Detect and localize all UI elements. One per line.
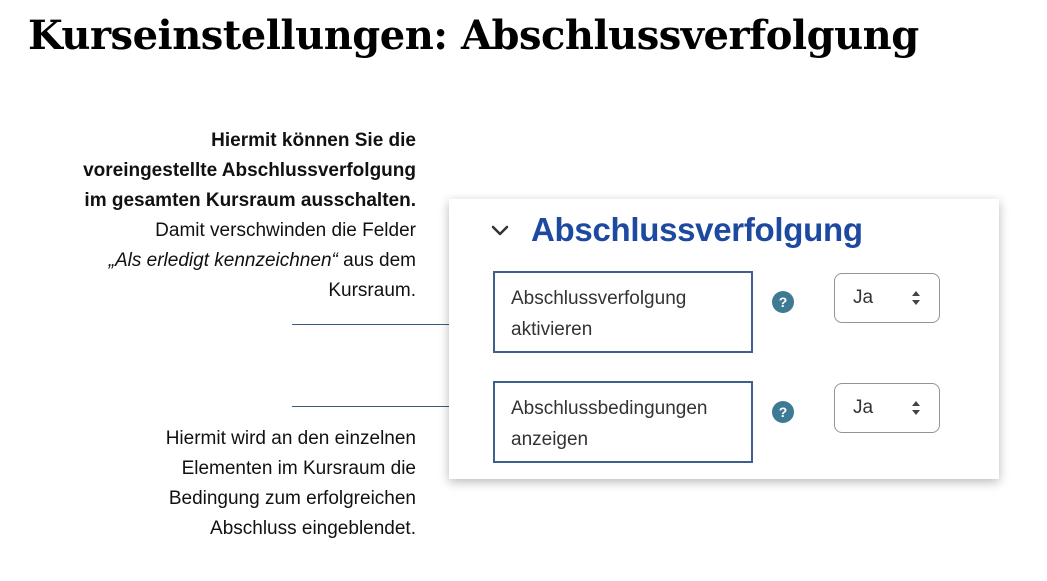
annotation-top-line-3: Kursraum. [328,280,416,301]
setting-label-show-conditions [493,381,753,463]
annotation-bottom-line-3: Bedingung zum erfolgreichen [168,488,416,509]
annotation-bottom-line-2: Elementen im Kursraum die [181,458,416,479]
setting-label-line: Abschlussbedingungen [511,398,708,419]
section-title: Abschlussverfolgung [531,211,863,248]
chevron-down-icon[interactable] [489,219,511,241]
setting-label-line: aktivieren [511,319,593,340]
setting-row-completion-tracking [449,271,999,357]
select-value: Ja [853,397,874,418]
annotation-bottom [20,424,416,544]
select-completion-tracking[interactable] [834,273,940,323]
section-header[interactable] [489,211,863,249]
annotation-top-line-1: Damit verschwinden die Felder [155,220,416,241]
annotation-bottom-line-1: Hiermit wird an den einzelnen [165,428,416,449]
annotation-bottom-line-4: Abschluss eingeblendet. [210,518,416,539]
help-question-icon[interactable]: ? [772,291,794,313]
settings-panel [449,199,999,479]
annotation-top-bold-1: Hiermit können Sie die [211,130,416,151]
setting-label-line: Abschlussverfolgung [511,288,687,309]
page-title: Kurseinstellungen: Abschlussverfolgung [28,12,919,59]
select-show-conditions[interactable] [834,383,940,433]
select-caret-icon [911,289,921,307]
annotation-top-bold-2: voreingestellte Abschlussverfolgung [83,160,416,181]
help-question-icon[interactable]: ? [772,401,794,423]
setting-row-show-conditions [449,381,999,467]
select-value: Ja [853,287,874,308]
select-caret-icon [911,399,921,417]
setting-label-completion-tracking [493,271,753,353]
annotation-top [20,126,416,306]
setting-label-line: anzeigen [511,429,589,450]
annotation-top-line-2: aus dem [337,250,416,271]
annotation-top-bold-3: im gesamten Kursraum ausschalten. [84,190,416,211]
annotation-top-italic: „Als erledigt kennzeichnen“ [108,250,338,271]
